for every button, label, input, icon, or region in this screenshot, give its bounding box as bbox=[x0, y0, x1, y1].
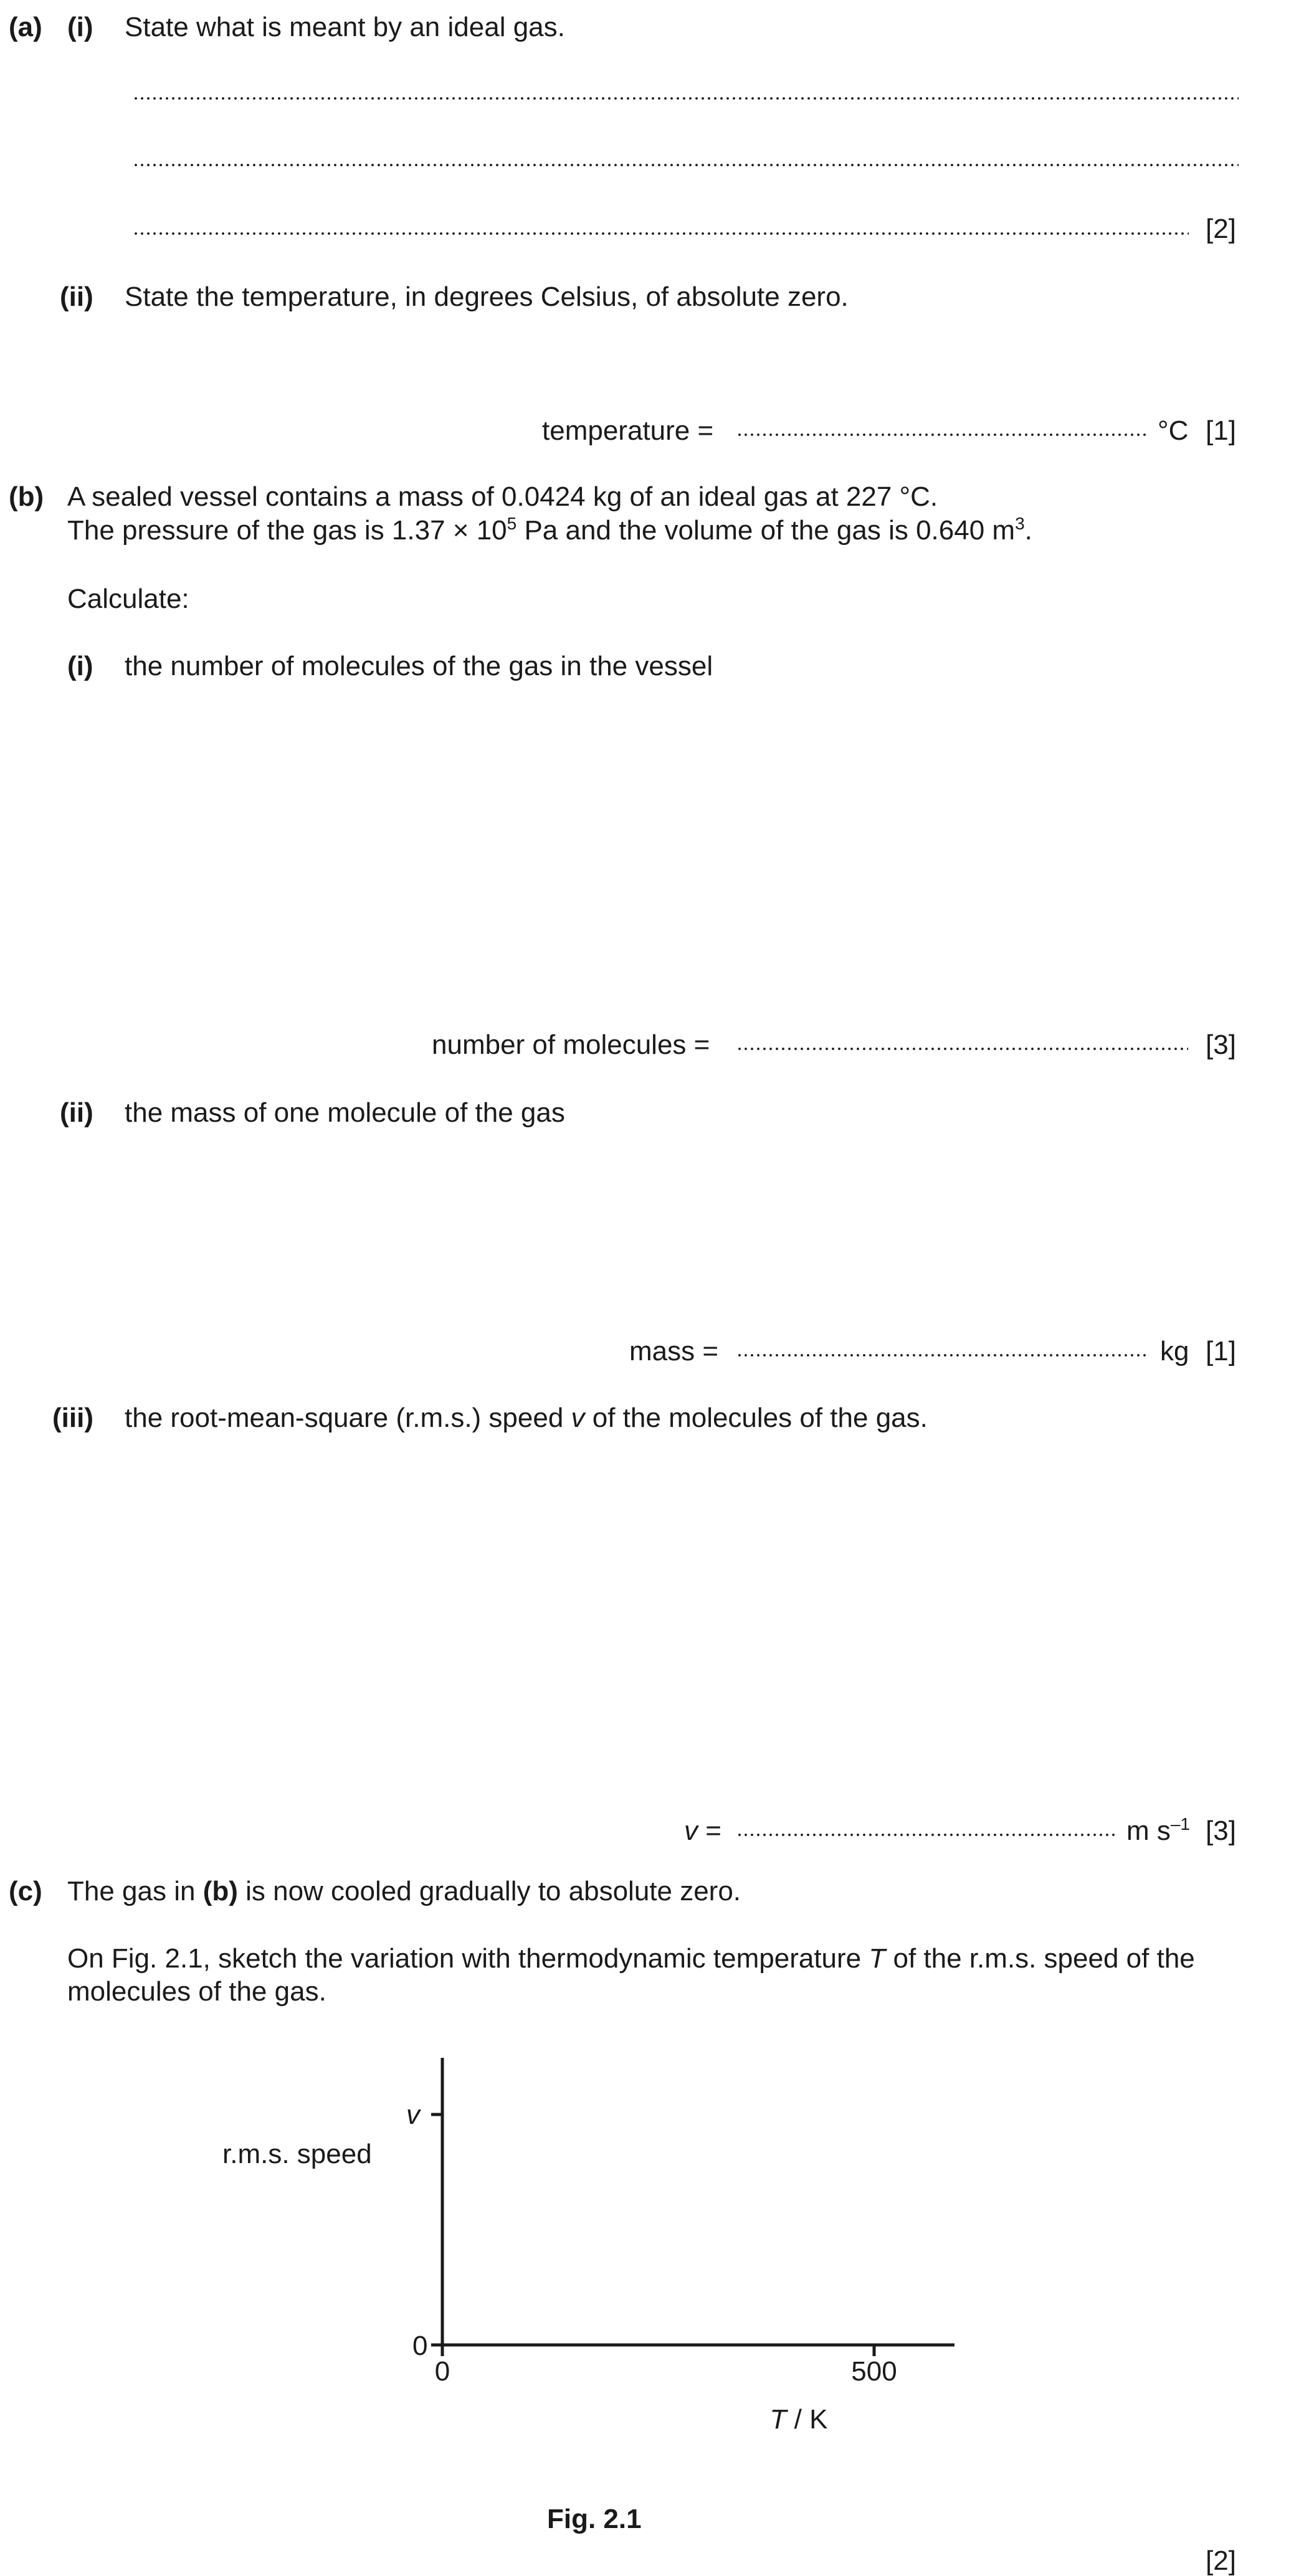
part-b-ii-question: the mass of one molecule of the gas bbox=[125, 1097, 565, 1128]
part-a-i-marks: [2] bbox=[1206, 214, 1236, 244]
part-b-line1: A sealed vessel contains a mass of 0.0424 kg of an ideal gas at 227 °C. bbox=[67, 481, 938, 512]
part-a-ii-question: State the temperature, in degrees Celsius, of absolute zero. bbox=[125, 282, 849, 312]
molecules-answer-line[interactable] bbox=[736, 1046, 1188, 1051]
speed-unit: m $s^{-1}$ bbox=[1126, 1814, 1191, 1846]
part-c-line1: The gas in (b) is now cooled gradually to absolute zero. bbox=[67, 1876, 741, 1906]
mass-answer-line[interactable] bbox=[736, 1353, 1146, 1358]
x-tick-label-500: 500 bbox=[851, 2356, 897, 2387]
part-b-ii-marks: [1] bbox=[1206, 1336, 1236, 1366]
mass-unit: kg bbox=[1160, 1336, 1189, 1366]
part-b-ii-label: (ii) bbox=[60, 1097, 93, 1128]
y-tick-label-v: v bbox=[406, 2100, 420, 2130]
molecules-answer-label: number of molecules = bbox=[432, 1030, 710, 1060]
part-c-label: (c) bbox=[9, 1876, 42, 1906]
part-b-line2: The pressure of the gas is $1.37 \times 10^5$ Pa and the volume of the gas is 0.640 $m^3$. bbox=[67, 514, 1032, 546]
part-b-label: (b) bbox=[9, 481, 44, 512]
speed-answer-label: v = bbox=[684, 1816, 721, 1846]
part-c-marks: [2] bbox=[1206, 2545, 1236, 2576]
part-b-i-label: (i) bbox=[67, 651, 93, 681]
temperature-unit: °C bbox=[1158, 415, 1189, 446]
part-b-iii-question: the root-mean-square (r.m.s.) speed v of the molecules of the gas. bbox=[125, 1403, 928, 1433]
temperature-answer-line[interactable] bbox=[736, 432, 1146, 437]
part-a-ii-marks: [1] bbox=[1206, 415, 1236, 446]
part-c-line3: molecules of the gas. bbox=[67, 1976, 326, 2007]
part-b-iii-label: (iii) bbox=[52, 1403, 93, 1433]
part-b-iii-marks: [3] bbox=[1206, 1816, 1236, 1846]
part-a-i-label: (i) bbox=[67, 12, 93, 42]
temperature-answer-label: temperature = bbox=[542, 415, 714, 446]
y-tick-label-0: 0 bbox=[412, 2331, 428, 2361]
x-tick-label-0: 0 bbox=[434, 2356, 450, 2387]
part-b-i-marks: [3] bbox=[1206, 1030, 1236, 1060]
figure-2-1-graph[interactable] bbox=[0, 2043, 1309, 2466]
mass-answer-label: mass = bbox=[629, 1336, 719, 1366]
x-axis-label: T / K bbox=[769, 2404, 828, 2435]
figure-caption: Fig. 2.1 bbox=[547, 2504, 642, 2534]
part-a-label: (a) bbox=[9, 12, 42, 42]
answer-line-a-i-2[interactable] bbox=[133, 163, 1239, 168]
speed-answer-line[interactable] bbox=[736, 1832, 1118, 1837]
answer-line-a-i-1[interactable] bbox=[133, 96, 1239, 101]
answer-line-a-i-3[interactable] bbox=[133, 231, 1189, 236]
part-b-calculate: Calculate: bbox=[67, 584, 189, 614]
part-b-i-question: the number of molecules of the gas in the vessel bbox=[125, 651, 713, 681]
y-axis-label: r.m.s. speed bbox=[222, 2139, 372, 2169]
part-a-i-question: State what is meant by an ideal gas. bbox=[125, 12, 565, 42]
part-c-line2: On Fig. 2.1, sketch the variation with thermodynamic temperature T of the r.m.s. speed of the bbox=[67, 1943, 1195, 1974]
part-a-ii-label: (ii) bbox=[60, 282, 93, 312]
